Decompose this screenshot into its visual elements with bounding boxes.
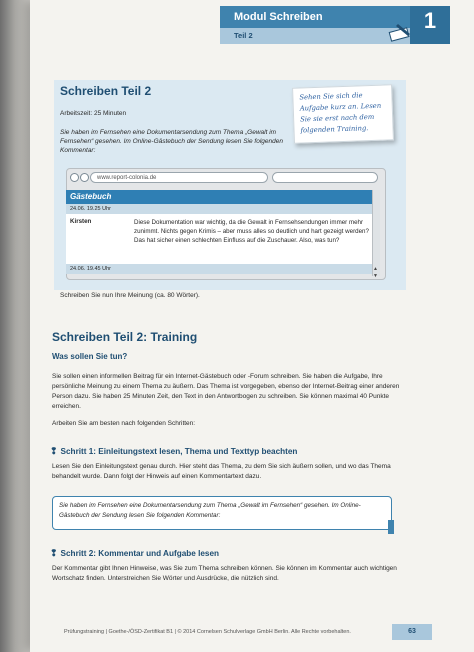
step2-title: Schritt 2: Kommentar und Aufgabe lesen (60, 549, 220, 558)
exclamation-icon: ❢ (50, 446, 58, 456)
writing-hand-icon (388, 20, 414, 42)
back-button-icon[interactable] (70, 173, 79, 182)
section-label: Teil 2 (220, 28, 410, 44)
quote-accent-tab (388, 520, 394, 534)
footer-text: Prüfungstraining | Goethe-/ÖSD-Zertifikat B1 | © 2014 Cornelsen Schulverlage GmbH Berlin. Alle Rechte vorbehalten. (64, 629, 351, 635)
note-line: Aufgabe kurz an. Lesen (299, 101, 382, 113)
step1-heading (50, 446, 297, 457)
browser-search-field[interactable] (272, 172, 378, 183)
step2-text: Der Kommentar gibt Ihnen Hinweise, was Sie zum Thema schreiben können. Sie können im Kommentar auch wichtigen Wortschatz finden. Unterstreichen Sie Wörter und Ausdrücke, die nützlich sind. (52, 565, 397, 582)
note-line: Sehen Sie sich die (299, 91, 363, 102)
step1-title: Schritt 1: Einleitungstext lesen, Thema und Texttyp beachten (60, 447, 298, 456)
entry-date: 24.06. 19.25 Uhr (66, 204, 372, 214)
entry-date: 24.06. 19.45 Uhr (66, 264, 372, 274)
entry-comment: Diese Dokumentation war wichtig, da die Gewalt in Fernsehsendungen immer mehr zunimmt. Nichts gegen Krimis – aber muss alles so deutlich und hart gezeigt werden? Das hat sicher einen schlechten Einfluss auf die Zuschauer. Also, was tun? (134, 219, 369, 245)
module-title-bar: Modul Schreiben (220, 6, 410, 28)
page-number: 63 (392, 624, 432, 640)
subheading-what-to-do: Was sollen Sie tun? (52, 352, 128, 361)
module-number: 1 (410, 6, 450, 44)
handwritten-note (292, 84, 394, 143)
steps-intro: Arbeiten Sie am besten nach folgenden Schritten: (52, 420, 196, 427)
exam-title: Schreiben Teil 2 (60, 84, 152, 98)
step2-heading (50, 548, 219, 559)
entry-author: Kirsten (70, 218, 92, 225)
exclamation-icon: ❢ (50, 548, 58, 558)
intro-quote-box: Sie haben im Fernsehen eine Dokumentarsendung zum Thema „Gewalt im Fernsehen“ gesehen. Im Online-Gästebuch der Sendung lesen Sie folgenden Kommentar: (52, 496, 392, 530)
scroll-up-icon[interactable]: ▲ (373, 266, 378, 272)
training-heading: Schreiben Teil 2: Training (52, 330, 198, 344)
url-bar[interactable]: www.report-colonia.de (90, 172, 268, 183)
working-time: Arbeitszeit: 25 Minuten (60, 110, 127, 117)
forward-button-icon[interactable] (80, 173, 89, 182)
exam-instruction: Schreiben Sie nun Ihre Meinung (ca. 80 Wörter). (60, 292, 200, 299)
guestbook-title: Gästebuch (66, 190, 372, 204)
scrollbar[interactable] (372, 190, 380, 276)
book-spine-shadow (0, 0, 34, 652)
note-line: Sie sie erst nach dem (300, 112, 375, 124)
training-paragraph: Sie sollen einen informellen Beitrag für ein Internet-Gästebuch oder -Forum schreiben. Sie haben die Aufgabe, Ihre persönliche Meinung zu einem Thema zu äußern. Das Thema ist vorgegeben, ebenso der Internet-Beitrag einer anderen Person dazu. Sie haben 25 Minuten Zeit, den Text in den Antwortbogen zu schreiben. Sie können maximal 40 Punkte erreichen. (52, 373, 400, 410)
step1-text: Lesen Sie den Einleitungstext genau durch. Hier steht das Thema, zu dem Sie sich äußern sollen, und wo das Thema behandelt wurde. Dann folgt der Hinweis auf einen Kommentartext dazu. (52, 463, 391, 480)
note-line: folgenden Training. (300, 124, 369, 135)
scroll-down-icon[interactable]: ▼ (373, 273, 378, 279)
exam-intro-text: Sie haben im Fernsehen eine Dokumentarsendung zum Thema „Gewalt im Fernsehen“ gesehen. Im Online-Gästebuch der Sendung lesen Sie folgenden Kommentar: (60, 129, 283, 154)
